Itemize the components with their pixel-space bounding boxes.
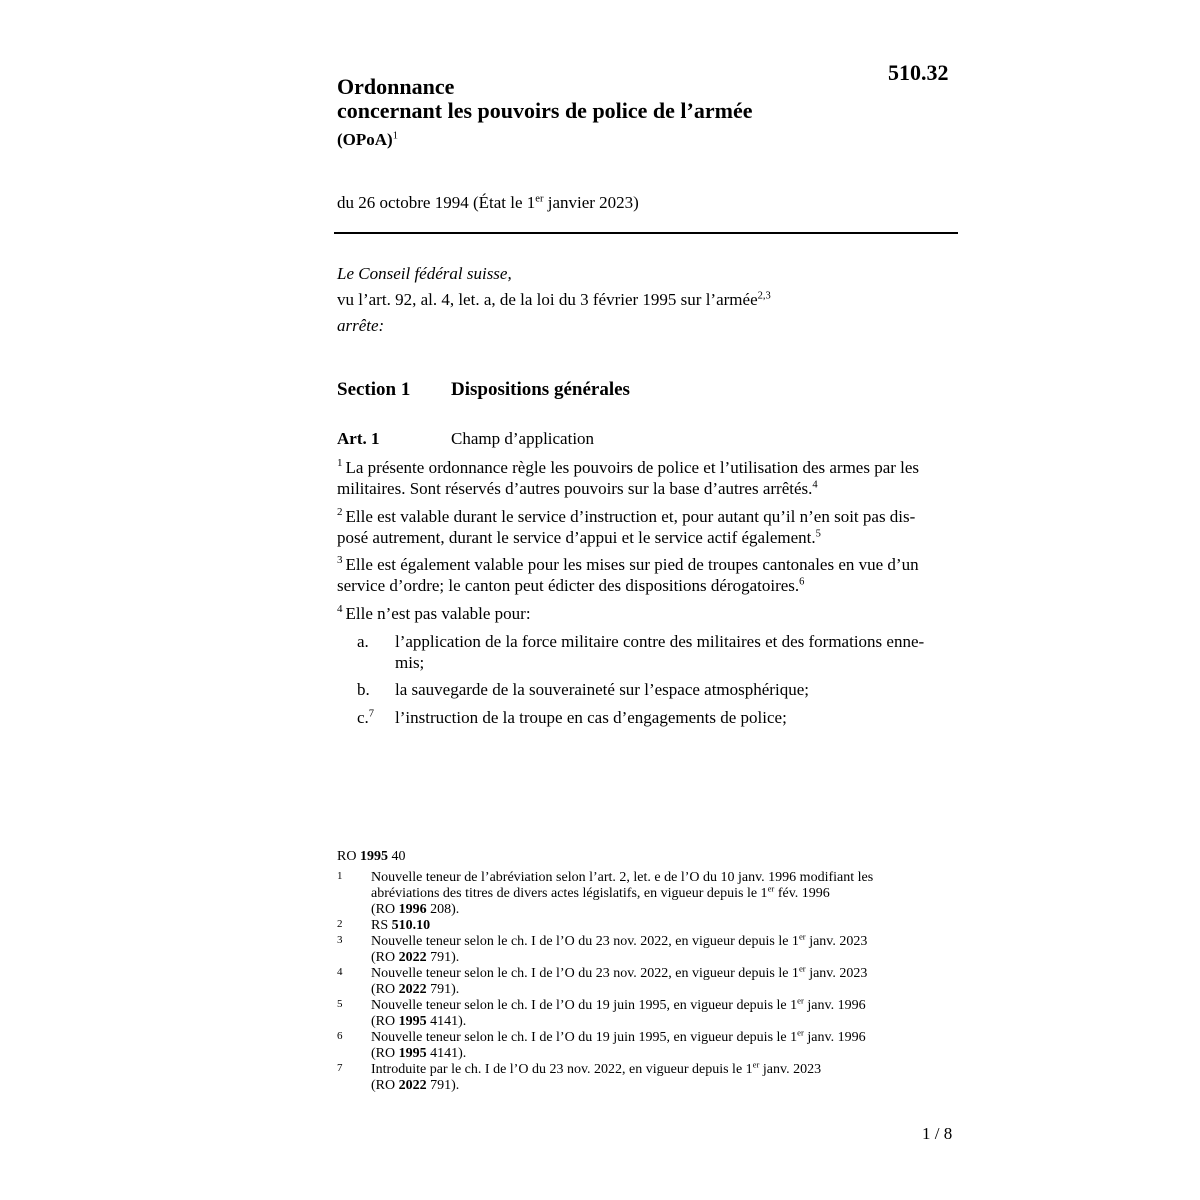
footnote-sup: er [797, 995, 804, 1006]
footnote-line [371, 918, 430, 934]
footnote-line-after: janv. 2023 [805, 966, 868, 981]
paragraph-line [337, 506, 957, 527]
footnote-ref-1[interactable]: 1 [392, 130, 398, 142]
footnote-text [371, 995, 866, 1030]
date-sup: er [535, 193, 544, 205]
footnote-bold: 510.10 [391, 918, 431, 933]
date-prefix: du 26 octobre 1994 (État le 1 [337, 193, 536, 212]
footnote-line [371, 1078, 821, 1094]
footnote-number: 1 [337, 870, 343, 882]
paragraph [337, 603, 957, 624]
footnote-ref[interactable]: 4 [812, 479, 818, 491]
footnote-line-after: 791). [426, 1078, 460, 1093]
preamble-basis [337, 290, 771, 310]
footnote-line-text: Nouvelle teneur selon le ch. I de l’O du 19 juin 1995, en vigueur depuis le 1 [371, 1030, 798, 1045]
paragraph-number: 1 [337, 457, 343, 470]
footnote-line [371, 963, 868, 982]
footnote-number: 3 [337, 934, 343, 946]
paragraph-number: 3 [337, 554, 343, 567]
footnote-line-after: janv. 2023 [759, 1062, 822, 1077]
paragraph-text: militaires. Sont réservés d’autres pouvoirs sur la base d’autres arrêtés. [337, 479, 813, 498]
paragraph-number: 2 [337, 506, 343, 519]
footnote-bold: 1995 [398, 1014, 427, 1029]
list-item-line: mis; [395, 653, 425, 672]
paragraph-text: service d’ordre; le canton peut édicter des dispositions dérogatoires. [337, 576, 800, 595]
footnote-line-text: (RO [371, 982, 399, 997]
footnote-text [371, 1059, 822, 1094]
article-label: Art. 1 [337, 429, 380, 448]
title-line-2: concernant les pouvoirs de police de l’armée [337, 98, 753, 123]
preamble-basis-text: vu l’art. 92, al. 4, let. a, de la loi du 3 février 1995 sur l’armée [337, 290, 758, 309]
footnote-line-text: (RO [371, 1078, 399, 1093]
list-item-line: l’application de la force militaire contre des militaires et des formations enne- [395, 632, 925, 651]
list-item-line: l’instruction de la troupe en cas d’engagements de police; [395, 708, 787, 727]
footnote-line-after: 4141). [426, 1046, 467, 1061]
footnote-ref[interactable]: 6 [799, 576, 805, 588]
title-line-1: Ordonnance [337, 74, 455, 99]
header-rule [334, 232, 958, 234]
paragraph-text: posé autrement, durant le service d’appui et le service actif également. [337, 528, 816, 547]
section-label: Section 1 [337, 379, 411, 400]
footnote-sup: er [752, 1059, 760, 1070]
footnote-line-after: 208). [426, 902, 460, 917]
paragraph-line [337, 457, 957, 478]
paragraph-number: 4 [337, 603, 343, 616]
paragraph [337, 554, 957, 596]
footnote-line-after: 791). [426, 950, 460, 965]
footnote-number: 7 [337, 1062, 343, 1074]
footnote-number: 5 [337, 998, 343, 1010]
footnote-line-after: janv. 2023 [805, 934, 868, 949]
paragraph-text: Elle est valable durant le service d’instruction et, pour autant qu’il n’en soit pas dis- [345, 507, 916, 526]
footnote-line-text: (RO [371, 902, 399, 917]
footnote-number: 4 [337, 966, 343, 978]
list-item-text [395, 679, 809, 700]
footnote-text [371, 918, 430, 934]
footnote-line-text: Nouvelle teneur selon le ch. I de l’O du 19 juin 1995, en vigueur depuis le 1 [371, 998, 798, 1013]
footnote-text [371, 931, 868, 966]
list-item-text [395, 631, 924, 673]
ro-year: 1995 [359, 849, 388, 864]
list-item-label [357, 631, 369, 652]
footnote-line [371, 870, 873, 886]
footnote-bold: 2022 [398, 950, 427, 965]
ro-reference [337, 849, 405, 865]
paragraph-line [337, 575, 957, 596]
footnote-line-text: (RO [371, 1014, 399, 1029]
footnote-line-after: janv. 1996 [803, 998, 866, 1013]
list-item-line: la sauvegarde de la souveraineté sur l’espace atmosphérique; [395, 680, 809, 699]
paragraph-line [337, 554, 957, 575]
footnote-sup: er [797, 1027, 804, 1038]
footnote-line-text: Introduite par le ch. I de l’O du 23 nov. 2022, en vigueur depuis le 1 [371, 1062, 753, 1077]
footnote-line-text: abréviations des titres de divers actes législatifs, en vigueur depuis le 1 [371, 886, 768, 901]
footnote-ref[interactable]: 7 [368, 708, 375, 720]
preamble-decrees: arrête: [337, 316, 385, 335]
list-item-label [357, 707, 374, 728]
footnote-line-after: 4141). [426, 1014, 467, 1029]
footnote-line-text: (RO [371, 1046, 399, 1061]
footnote-line-text: RS [371, 918, 392, 933]
sr-number: 510.32 [888, 60, 949, 85]
paragraph-line [337, 478, 957, 499]
title-abbreviation [337, 130, 398, 150]
footnote-ref-2-3[interactable]: 2,3 [757, 290, 771, 302]
footnote-line [371, 1046, 866, 1062]
abbreviation-text: (OPoA) [337, 130, 393, 149]
footnote-line [371, 1059, 822, 1078]
footnote-line-after: fév. 1996 [774, 886, 830, 901]
list-item-letter: b. [357, 680, 370, 699]
paragraph-text: Elle n’est pas valable pour: [345, 604, 531, 623]
footnote-line [371, 1014, 866, 1030]
footnote-sup: er [798, 963, 806, 974]
footnote-line-after: 791). [426, 982, 460, 997]
footnote-number: 6 [337, 1030, 343, 1042]
footnote-line [371, 982, 867, 998]
list-item-text [395, 707, 787, 728]
footnote-line [371, 902, 873, 918]
footnote-line-text: Nouvelle teneur de l’abréviation selon l’art. 2, let. e de l’O du 10 janv. 1996 modifiant les [371, 870, 874, 885]
footnote-line-text: (RO [371, 950, 399, 965]
paragraph-line [337, 603, 957, 624]
ro-prefix: RO [337, 849, 360, 864]
footnote-sup: er [767, 883, 775, 894]
footnote-bold: 1996 [398, 902, 427, 917]
footnote-number: 2 [337, 918, 343, 930]
preamble-authority: Le Conseil fédéral suisse, [337, 264, 512, 283]
footnote-line-after: janv. 1996 [803, 1030, 866, 1045]
footnote-bold: 2022 [398, 982, 427, 997]
paragraph [337, 457, 957, 499]
date-suffix: janvier 2023) [543, 193, 639, 212]
footnote-text [371, 963, 868, 998]
footnote-ref[interactable]: 5 [815, 528, 821, 540]
footnote-sup: er [798, 931, 806, 942]
footnote-text [371, 870, 873, 918]
footnote-text [371, 1027, 866, 1062]
footnote-bold: 1995 [398, 1046, 427, 1061]
paragraph [337, 506, 957, 548]
paragraph-text: Elle est également valable pour les mises sur pied de troupes cantonales en vue d’un [345, 555, 919, 574]
section-title: Dispositions générales [451, 379, 630, 400]
list-item-letter: a. [357, 632, 369, 651]
ro-page: 40 [387, 849, 406, 864]
footnote-line [371, 1027, 866, 1046]
date-line [337, 193, 639, 213]
footnote-line-text: Nouvelle teneur selon le ch. I de l’O du 23 nov. 2022, en vigueur depuis le 1 [371, 966, 799, 981]
paragraph-text: La présente ordonnance règle les pouvoirs de police et l’utilisation des armes par les [345, 458, 920, 477]
footnote-line [371, 995, 866, 1014]
paragraph-line [337, 527, 957, 548]
article-title: Champ d’application [451, 429, 595, 448]
list-item-label [357, 679, 370, 700]
footnote-line-text: Nouvelle teneur selon le ch. I de l’O du 23 nov. 2022, en vigueur depuis le 1 [371, 934, 799, 949]
footnote-line [371, 931, 868, 950]
page-number: 1 / 8 [922, 1124, 953, 1143]
footnote-line [371, 950, 867, 966]
footnote-line [371, 883, 873, 902]
footnote-bold: 2022 [398, 1078, 427, 1093]
list-item-letter: c. [357, 708, 369, 727]
